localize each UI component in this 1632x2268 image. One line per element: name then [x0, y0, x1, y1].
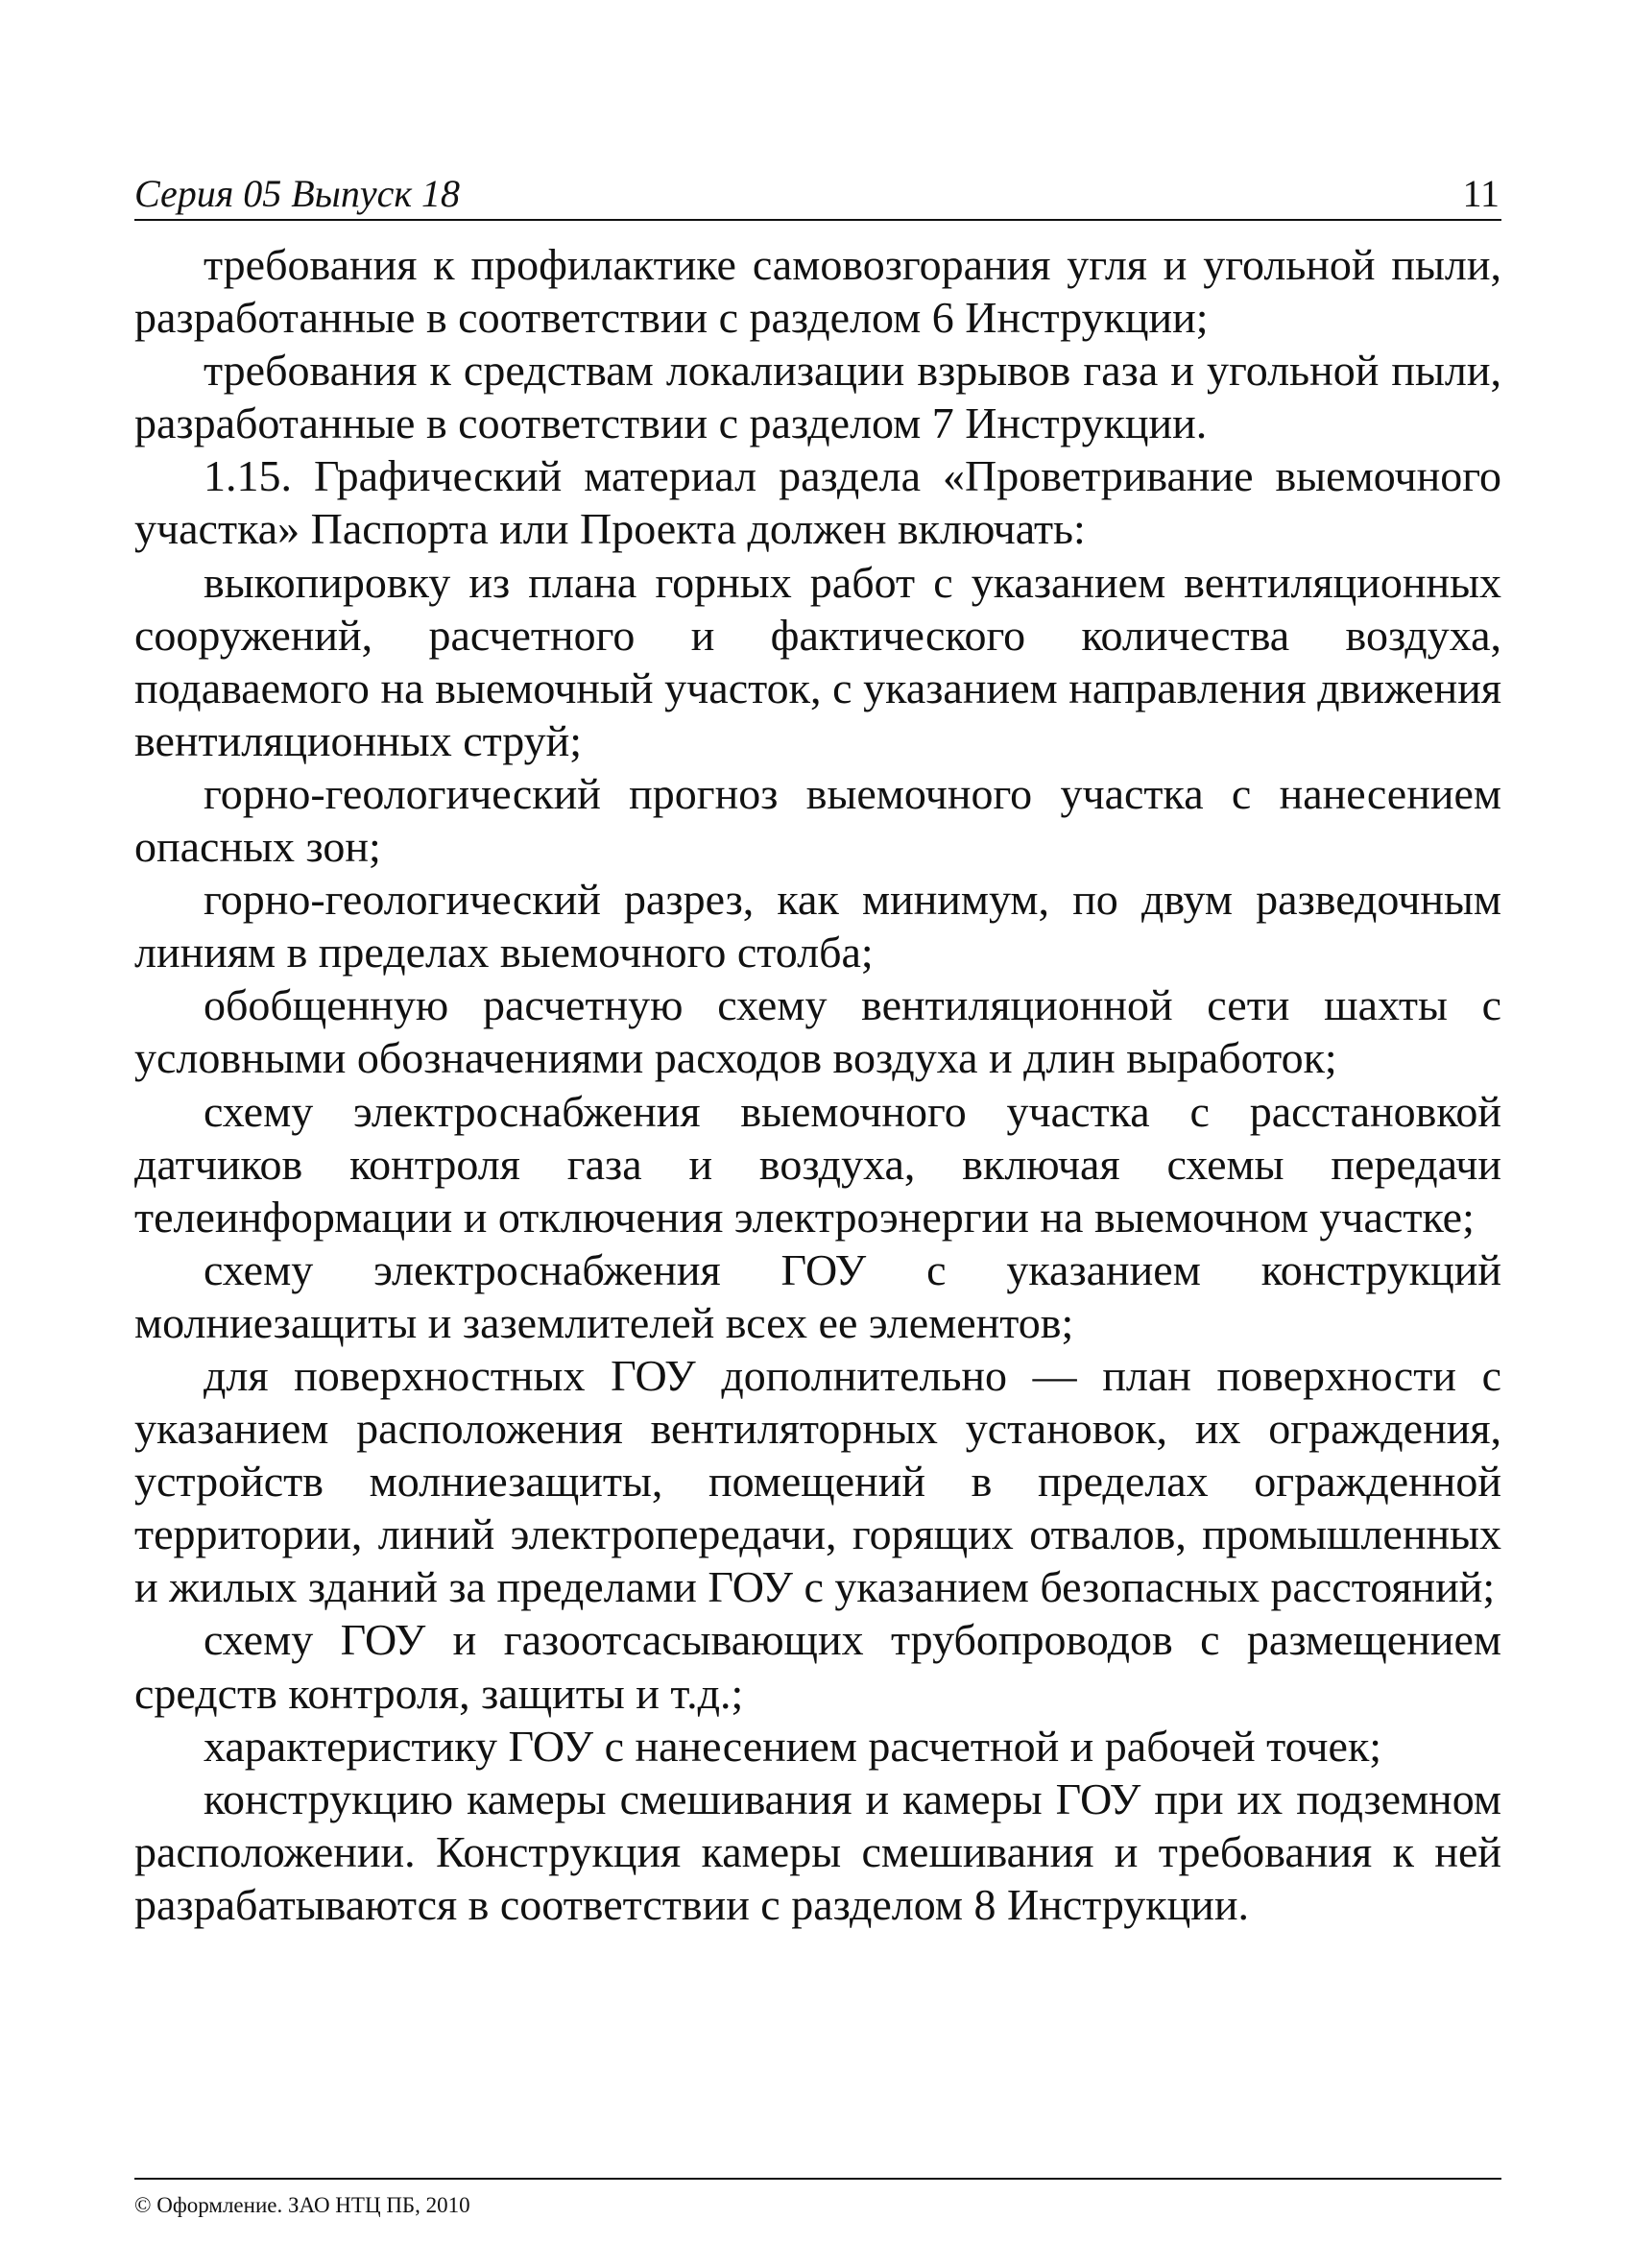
body-text — [134, 238, 1501, 1931]
paragraph: схему электроснабжения выемочного участка с расстановкой датчиков контроля газа и воздуха, включая схемы передачи телеинформации и отключения электроэнергии на выемочном участке; — [134, 1086, 1501, 1242]
paragraph: схему электроснабжения ГОУ с указанием конструкций молниезащиты и заземлителей всех ее элементов; — [134, 1244, 1501, 1347]
paragraph: обобщенную расчетную схему вентиляционной сети шахты с условными обозначениями расходов воздуха и длин выработок; — [134, 980, 1501, 1083]
paragraph: конструкцию камеры смешивания и камеры ГОУ при их подземном расположении. Конструкция камеры смешивания и требования к ней разрабатываются в соответствии с разделом 8 Инструкции. — [134, 1773, 1501, 1929]
paragraph: выкопировку из плана горных работ с указанием вентиляционных сооружений, расчетного и фактического количества воздуха, подаваемого на выемочный участок, с указанием направления движения вентиляционных струй; — [134, 557, 1501, 765]
running-header — [134, 169, 1501, 221]
paragraph: схему ГОУ и газоотсасывающих трубопроводов с размещением средств контроля, защиты и т.д.; — [134, 1615, 1501, 1718]
series-issue-label: Серия 05 Выпуск 18 — [134, 172, 461, 215]
footer-copyright: © Оформление. ЗАО НТЦ ПБ, 2010 — [134, 2193, 470, 2217]
paragraph: горно-геологический разрез, как минимум, по двум разведочным линиям в пределах выемочного столба; — [134, 875, 1501, 977]
paragraph: требования к средствам локализации взрывов газа и угольной пыли, разработанные в соответствии с разделом 7 Инструкции. — [134, 346, 1501, 448]
paragraph: для поверхностных ГОУ дополнительно — план поверхности с указанием расположения вентиляторных установок, их ограждения, устройств молниезащиты, помещений в пределах огражденной территории, линий электропередачи, горящих отвалов, промышленных и жилых зданий за пределами ГОУ с указанием безопасных расстояний; — [134, 1350, 1501, 1612]
paragraph: 1.15. Графический материал раздела «Проветривание выемочного участка» Паспорта или Проекта должен включать: — [134, 451, 1501, 554]
paragraph: требования к профилактике самовозгорания угля и угольной пыли, разработанные в соответствии с разделом 6 Инструкции; — [134, 240, 1501, 343]
footer-divider — [134, 2178, 1501, 2180]
paragraph: горно-геологический прогноз выемочного участка с нанесением опасных зон; — [134, 768, 1501, 872]
page-number: 11 — [1462, 172, 1500, 215]
paragraph: характеристику ГОУ с нанесением расчетной и рабочей точек; — [204, 1721, 1382, 1771]
